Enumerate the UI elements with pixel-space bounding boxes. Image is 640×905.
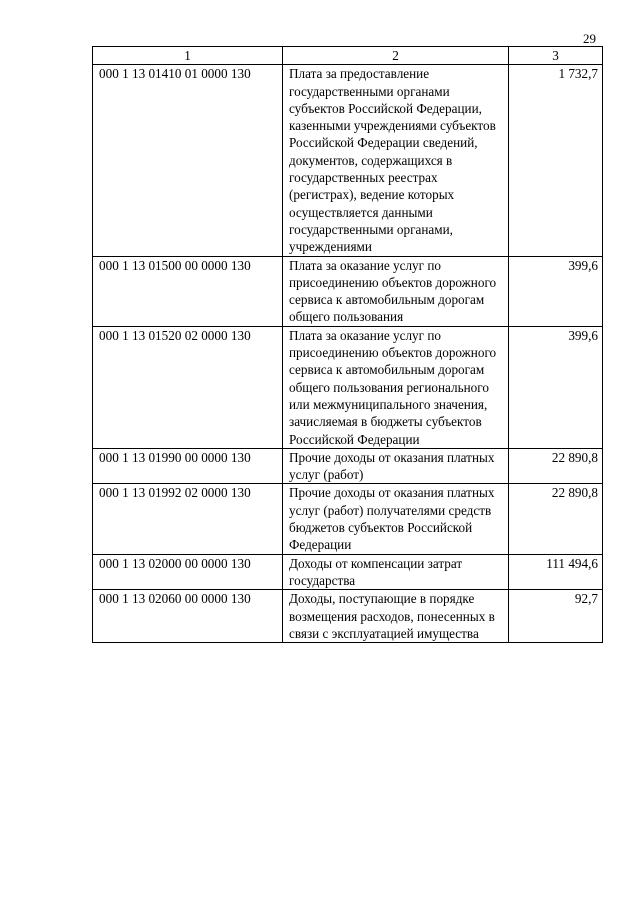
- page-number: 29: [583, 31, 596, 46]
- amount-value: 399,6: [509, 256, 603, 326]
- amount-value: 92,7: [509, 590, 603, 643]
- revenue-description: Прочие доходы от оказания платных услуг (работ): [283, 448, 509, 484]
- table-row: [93, 554, 603, 590]
- revenue-description: Прочие доходы от оказания платных услуг (работ) получателями средств бюджетов субъектов Российской Федерации: [283, 484, 509, 554]
- table-row: [93, 448, 603, 484]
- table-row: [93, 326, 603, 448]
- budget-code: 000 1 13 01990 00 0000 130: [93, 448, 283, 484]
- amount-value: 111 494,6: [509, 554, 603, 590]
- table-row: [93, 256, 603, 326]
- amount-value: 22 890,8: [509, 484, 603, 554]
- revenue-description: Доходы от компенсации затрат государства: [283, 554, 509, 590]
- budget-code: 000 1 13 02060 00 0000 130: [93, 590, 283, 643]
- revenue-description: Плата за предоставление государственными органами субъектов Российской Федерации, казенными учреждениями субъектов Российской Федерации сведений, документов, содержащихся в государственных реестрах (регистрах), ведение которых осуществляется данными государственными органами, учреждениями: [283, 65, 509, 256]
- amount-value: 399,6: [509, 326, 603, 448]
- revenue-description: Плата за оказание услуг по присоединению объектов дорожного сервиса к автомобильным дорогам общего пользования регионального или межмуниципального значения, зачисляемая в бюджеты субъектов Российской Федерации: [283, 326, 509, 448]
- table-row: [93, 484, 603, 554]
- revenue-description: Плата за оказание услуг по присоединению объектов дорожного сервиса к автомобильным дорогам общего пользования: [283, 256, 509, 326]
- budget-code: 000 1 13 01410 01 0000 130: [93, 65, 283, 256]
- table-row: [93, 65, 603, 256]
- table-row: [93, 590, 603, 643]
- table-header-row: [93, 47, 603, 65]
- budget-code: 000 1 13 01520 02 0000 130: [93, 326, 283, 448]
- budget-code: 000 1 13 01992 02 0000 130: [93, 484, 283, 554]
- revenue-description: Доходы, поступающие в порядке возмещения расходов, понесенных в связи с эксплуатацией имущества: [283, 590, 509, 643]
- column-header-1: 1: [93, 47, 283, 65]
- revenue-table: [92, 46, 603, 643]
- amount-value: 1 732,7: [509, 65, 603, 256]
- column-header-2: 2: [283, 47, 509, 65]
- amount-value: 22 890,8: [509, 448, 603, 484]
- column-header-3: 3: [509, 47, 603, 65]
- budget-code: 000 1 13 01500 00 0000 130: [93, 256, 283, 326]
- budget-code: 000 1 13 02000 00 0000 130: [93, 554, 283, 590]
